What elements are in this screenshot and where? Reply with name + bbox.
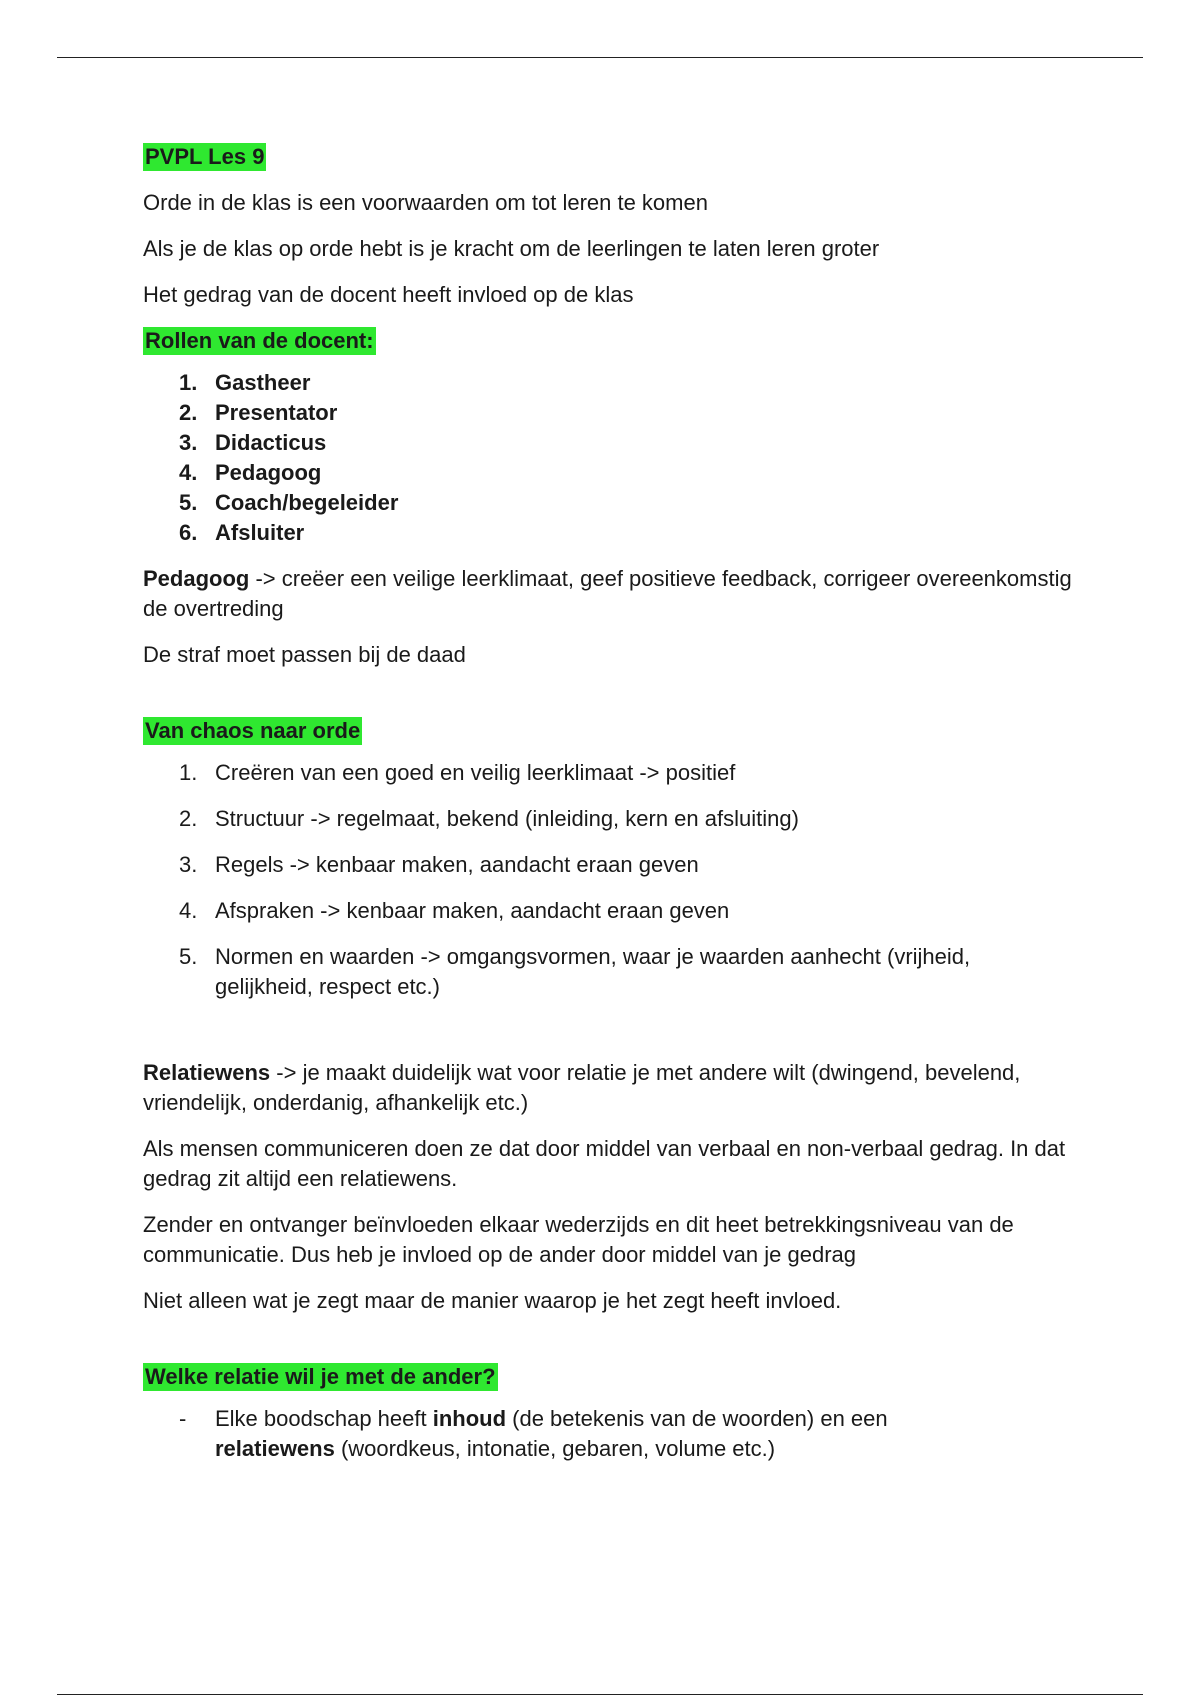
step-item: 4. Afspraken -> kenbaar maken, aandacht eraan geven	[179, 898, 730, 923]
top-rule	[57, 57, 1143, 58]
role-item: 3. Didacticus	[179, 430, 327, 455]
straf-line: De straf moet passen bij de daad	[143, 642, 466, 667]
pedagoog-paragraph: Pedagoog -> creëer een veilige leerklimaat, geef positieve feedback, corrigeer overeenkomstig de overtreding	[143, 566, 1072, 621]
step-item: 2. Structuur -> regelmaat, bekend (inleiding, kern en afsluiting)	[179, 806, 799, 831]
role-item: 5. Coach/begeleider	[179, 490, 399, 515]
paragraph-1: Als mensen communiceren doen ze dat door middel van verbaal en non-verbaal gedrag. In dat gedrag zit altijd een relatiewens.	[143, 1136, 1066, 1191]
step-item: 5. Normen en waarden -> omgangsvormen, waar je waarden aanhecht (vrijheid, gelijkheid, respect etc.)	[179, 944, 971, 999]
document-body	[143, 142, 1083, 1464]
relatiewens-paragraph: Relatiewens -> je maakt duidelijk wat voor relatie je met andere wilt (dwingend, bevelend, vriendelijk, onderdanig, afhankelijk etc.)	[143, 1060, 1021, 1115]
paragraph-3: Niet alleen wat je zegt maar de manier waarop je het zegt heeft invloed.	[143, 1288, 842, 1313]
intro-line-2: Als je de klas op orde hebt is je kracht om de leerlingen te laten leren groter	[143, 236, 880, 261]
chaos-heading: Van chaos naar orde	[145, 718, 361, 743]
relatie-bullets	[143, 1404, 1083, 1464]
intro-line-1: Orde in de klas is een voorwaarden om tot leren te komen	[143, 190, 708, 215]
roles-heading: Rollen van de docent:	[145, 328, 374, 353]
steps-list	[143, 758, 1083, 1002]
roles-list	[143, 368, 1083, 548]
relatie-heading: Welke relatie wil je met de ander?	[145, 1364, 496, 1389]
role-item: 2. Presentator	[179, 400, 338, 425]
document-title: PVPL Les 9	[145, 144, 265, 169]
role-item: 6. Afsluiter	[179, 520, 305, 545]
role-item: 4. Pedagoog	[179, 460, 322, 485]
bullet-item: - Elke boodschap heeft inhoud (de betekenis van de woorden) en een relatiewens (woordkeus, intonatie, gebaren, volume etc.)	[179, 1406, 888, 1461]
paragraph-2: Zender en ontvanger beïnvloeden elkaar wederzijds en dit heet betrekkingsniveau van de communicatie. Dus heb je invloed op de ander door middel van je gedrag	[143, 1212, 1014, 1267]
step-item: 3. Regels -> kenbaar maken, aandacht eraan geven	[179, 852, 699, 877]
intro-line-3: Het gedrag van de docent heeft invloed op de klas	[143, 282, 634, 307]
step-item: 1. Creëren van een goed en veilig leerklimaat -> positief	[179, 760, 736, 785]
bottom-rule	[57, 1694, 1143, 1695]
role-item: 1. Gastheer	[179, 370, 311, 395]
